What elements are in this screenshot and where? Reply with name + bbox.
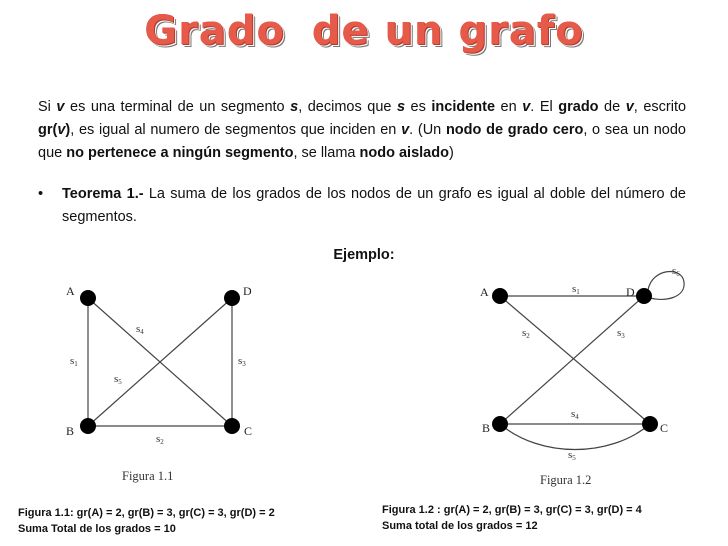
var-v: v	[56, 99, 65, 115]
var-v: v	[57, 122, 66, 138]
caption-degrees: Figura 1.1: gr(A) = 2, gr(B) = 3, gr(C) = 3, gr(D) = 2	[18, 507, 275, 519]
node-b	[492, 416, 508, 432]
text: Si	[38, 99, 57, 115]
edge-label-s1: s1	[70, 355, 78, 368]
node-a	[492, 288, 508, 304]
text: )	[448, 145, 454, 161]
figure-1-2-graph	[360, 260, 728, 500]
edge-label-s5: s5	[568, 449, 576, 462]
text: , o sea un nodo que	[38, 122, 686, 161]
text: , se llama	[293, 145, 360, 161]
figure-1-1-title: Figura 1.1	[122, 469, 174, 483]
node-label-c: C	[244, 424, 253, 438]
var-v: v	[522, 99, 531, 115]
node-a	[80, 290, 96, 306]
edge-label-s1: s1	[572, 283, 580, 296]
edge-label-s6: s6	[672, 265, 680, 278]
caption-degrees: Figura 1.2 : gr(A) = 2, gr(B) = 3, gr(C) = 3, gr(D) = 4	[382, 504, 642, 516]
figure-1-2-caption	[382, 502, 642, 534]
title-word-grado: Grado	[144, 8, 285, 54]
edge-label-s3: s3	[238, 355, 246, 368]
term-nodo-aislado: nodo aislado	[359, 145, 449, 161]
text: en	[495, 99, 523, 115]
var-s: s	[290, 99, 299, 115]
term-incidente: incidente	[431, 99, 496, 115]
node-c	[224, 418, 240, 434]
term-gr-close: )	[65, 122, 71, 138]
edge-label-s2: s2	[156, 433, 164, 446]
example-heading: Ejemplo:	[333, 247, 395, 263]
text: de	[598, 99, 626, 115]
definition-paragraph	[38, 96, 686, 165]
text: , es igual al numero de segmentos que inciden en	[70, 122, 402, 138]
edge-label-s2: s2	[522, 327, 530, 340]
theorem-text	[62, 183, 686, 229]
node-b	[80, 418, 96, 434]
title-word-de-un-grafo: de un grafo	[311, 8, 584, 54]
caption-sum: Suma total de los grados = 12	[382, 520, 538, 532]
text: . (Un	[409, 122, 446, 138]
node-c	[642, 416, 658, 432]
term-nodo-grado-cero: nodo de grado cero	[445, 122, 584, 138]
term-no-pertenece: no pertenece a ningún segmento	[66, 145, 294, 161]
figure-1-1-graph	[0, 270, 360, 500]
figure-1-2-title: Figura 1.2	[540, 473, 592, 487]
node-d	[636, 288, 652, 304]
theorem-bullet	[38, 183, 686, 229]
edge-label-s3: s3	[617, 327, 625, 340]
node-label-b: B	[482, 421, 491, 435]
caption-sum: Suma Total de los grados = 10	[18, 523, 176, 535]
node-label-b: B	[66, 424, 75, 438]
var-v: v	[401, 122, 410, 138]
node-label-d: D	[626, 285, 635, 299]
var-v: v	[625, 99, 634, 115]
term-grado: grado	[558, 99, 599, 115]
text: , escrito	[633, 99, 687, 115]
var-s: s	[396, 99, 406, 115]
text: , decimos que	[298, 99, 397, 115]
node-d	[224, 290, 240, 306]
theorem-body: La suma de los grados de los nodos de un grafo es igual al doble del número de segmentos.	[62, 186, 686, 225]
text: es	[405, 99, 432, 115]
text: . El	[530, 99, 559, 115]
theorem-label: Teorema 1.-	[62, 186, 144, 202]
node-label-d: D	[243, 284, 252, 298]
bullet-dot: •	[38, 186, 44, 202]
figure-1-1-caption	[18, 505, 275, 537]
text: es una terminal de un segmento	[64, 99, 291, 115]
edge-label-s4: s4	[136, 323, 144, 336]
term-gr: gr(	[38, 122, 58, 138]
page-title	[0, 8, 728, 54]
edge-s5	[500, 424, 650, 450]
edge-label-s4: s4	[571, 408, 579, 421]
edge-label-s5: s5	[114, 373, 122, 386]
node-label-c: C	[660, 421, 669, 435]
node-label-a: A	[66, 284, 75, 298]
node-label-a: A	[480, 285, 489, 299]
